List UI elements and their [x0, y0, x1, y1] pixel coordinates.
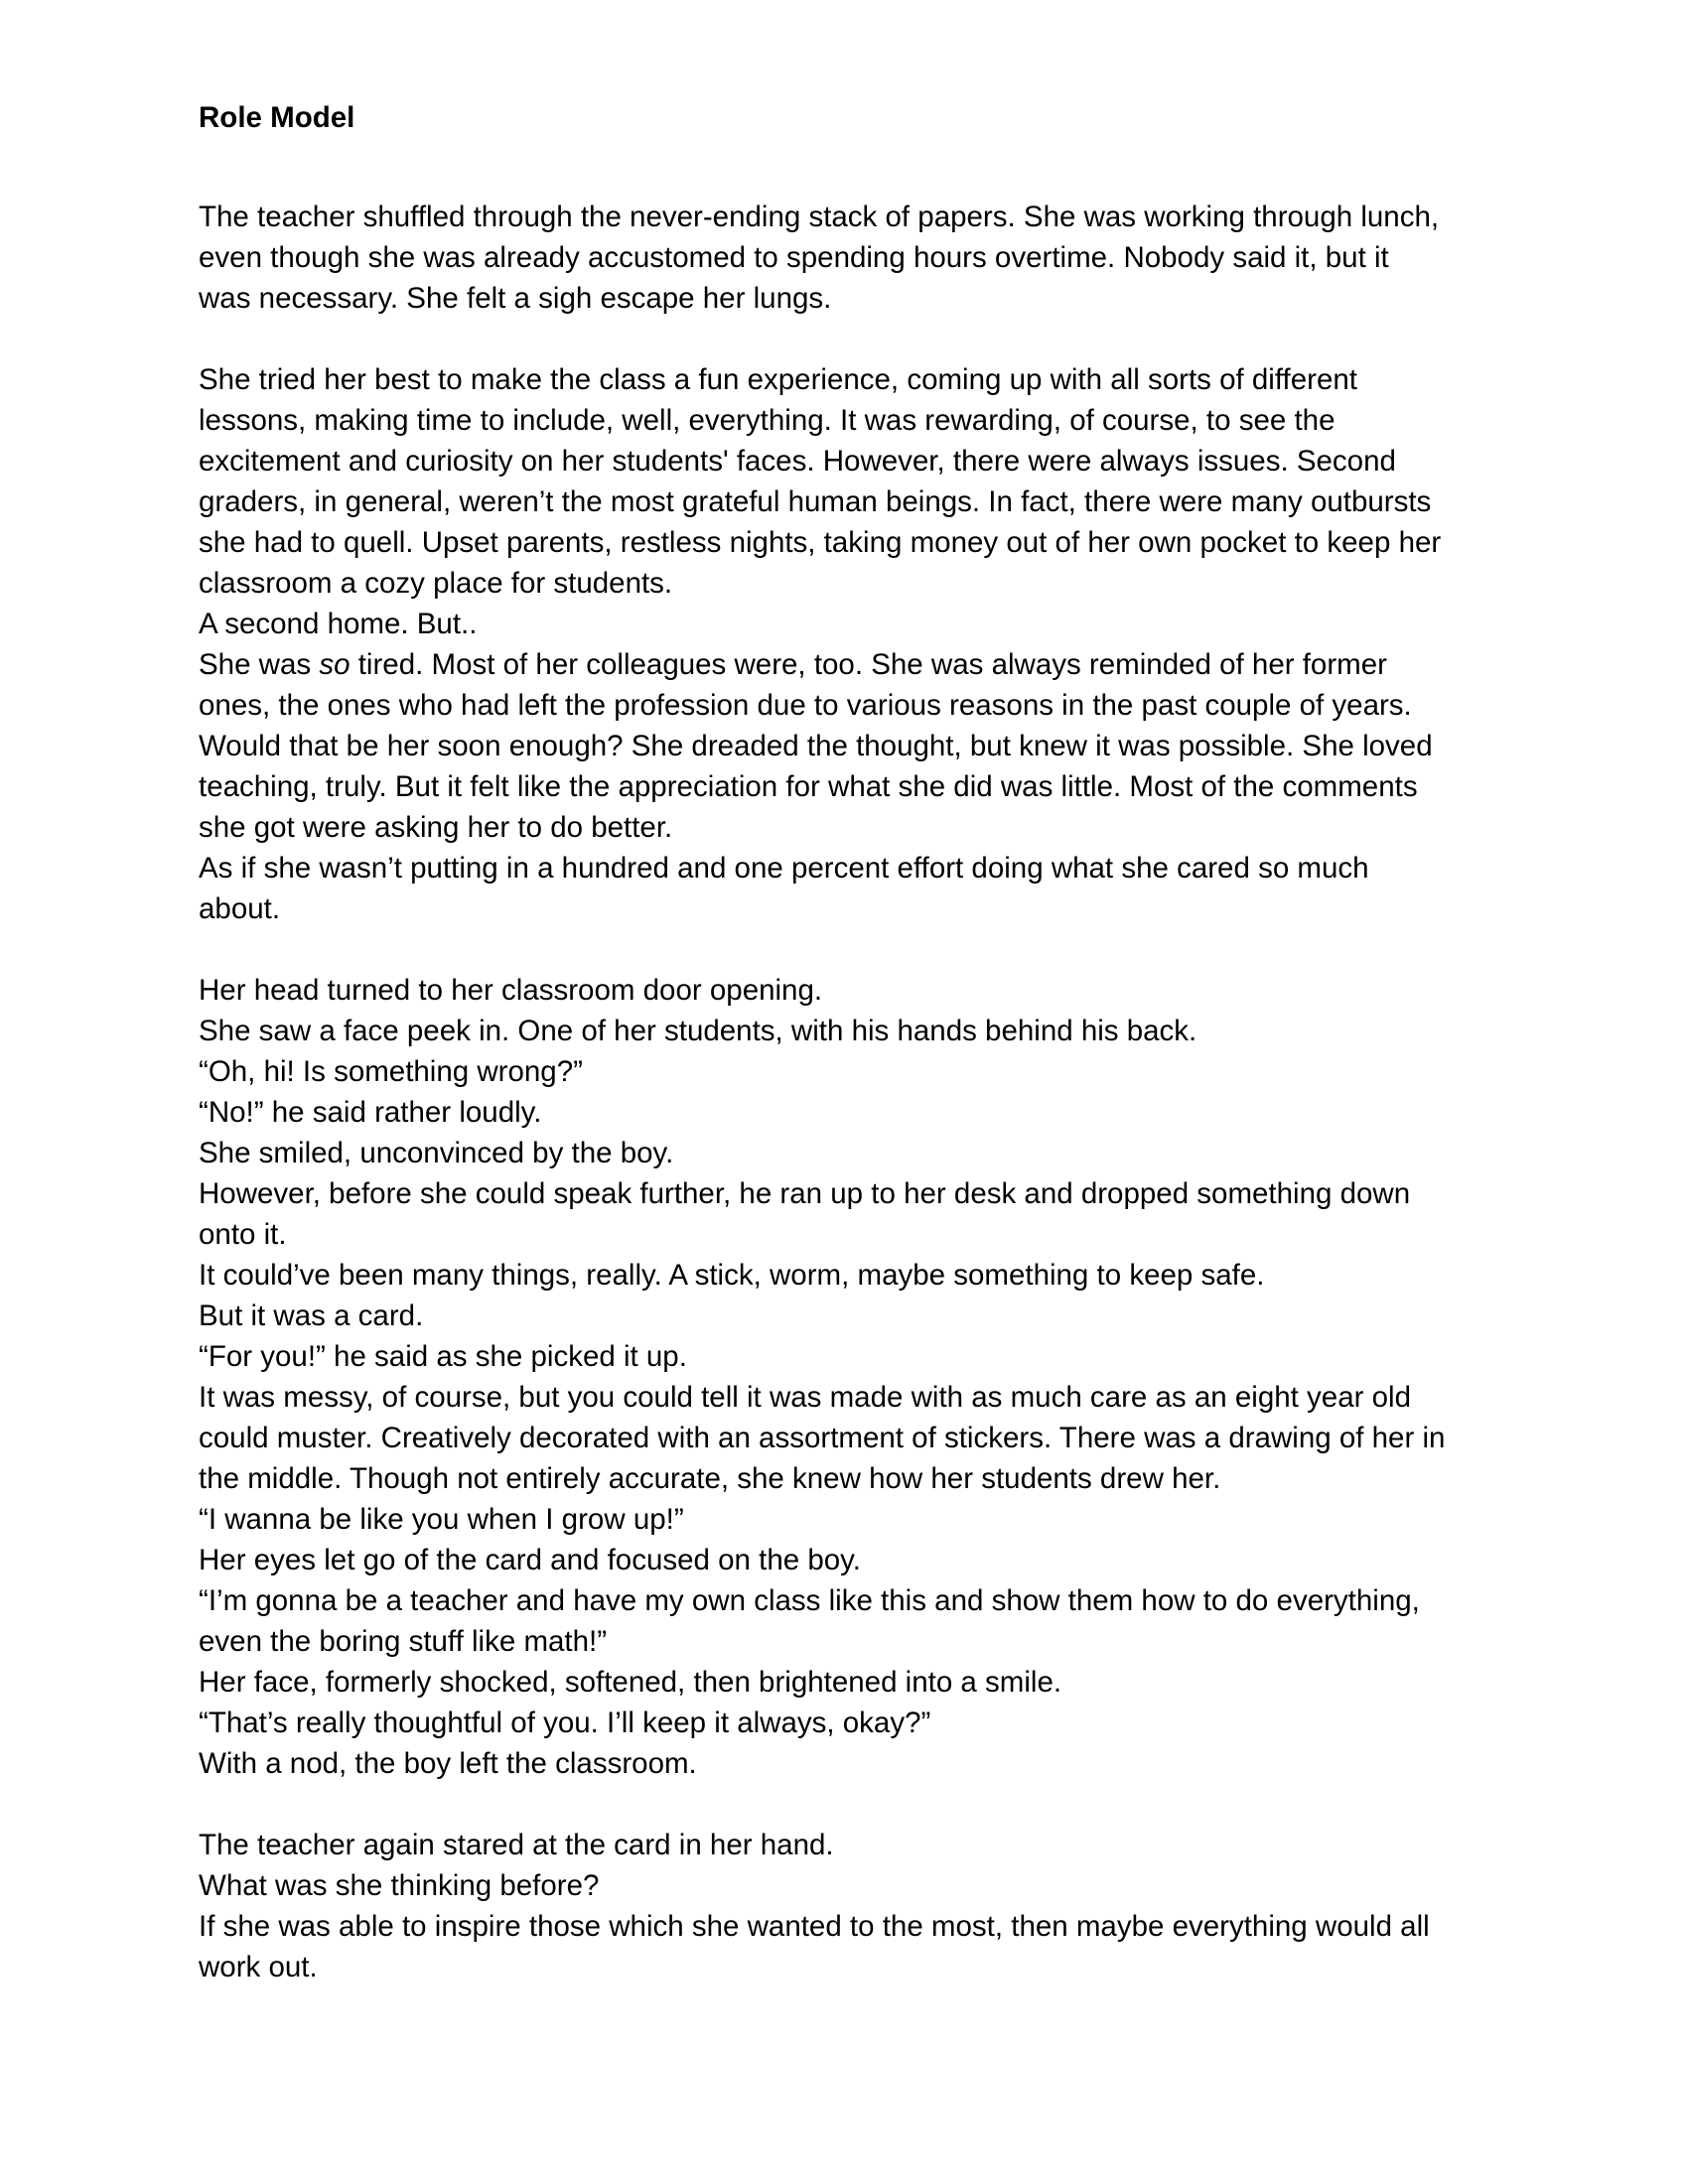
text-run: tired. Most of her colleagues were, too. She was always reminded of her former [350, 648, 1387, 681]
text-line: A second home. But.. [199, 608, 478, 640]
text-line: Would that be her soon enough? She dreaded the thought, but knew it was possible. She loved [199, 730, 1433, 762]
text-line: With a nod, the boy left the classroom. [199, 1747, 697, 1780]
document-body [199, 197, 1509, 1987]
text-line: However, before she could speak further, he ran up to her desk and dropped something down [199, 1177, 1411, 1210]
text-line: The teacher shuffled through the never-ending stack of papers. She was working through lunch, [199, 201, 1440, 233]
text-line: She smiled, unconvinced by the boy. [199, 1137, 674, 1169]
text-line: If she was able to inspire those which she wanted to the most, then maybe everything would all [199, 1910, 1430, 1943]
paragraph-break [199, 929, 1509, 970]
text-line: lessons, making time to include, well, everything. It was rewarding, of course, to see the [199, 404, 1336, 437]
text-line: “I wanna be like you when I grow up!” [199, 1503, 684, 1536]
text-line: What was she thinking before? [199, 1869, 600, 1902]
text-line: work out. [199, 1951, 318, 1983]
text-line: ones, the ones who had left the profession due to various reasons in the past couple of years. [199, 689, 1412, 722]
emphasized-word: so [319, 648, 351, 681]
text-line: It could’ve been many things, really. A stick, worm, maybe something to keep safe. [199, 1259, 1265, 1292]
text-line: “I’m gonna be a teacher and have my own class like this and show them how to do everything, [199, 1584, 1420, 1617]
text-line: The teacher again stared at the card in her hand. [199, 1829, 834, 1861]
text-line: onto it. [199, 1218, 287, 1251]
text-line: “Oh, hi! Is something wrong?” [199, 1055, 583, 1088]
paragraph-break [199, 319, 1509, 359]
text-line: even though she was already accustomed to spending hours overtime. Nobody said it, but it [199, 241, 1389, 274]
text-line: She tried her best to make the class a fun experience, coming up with all sorts of different [199, 363, 1357, 396]
text-line: She saw a face peek in. One of her students, with his hands behind his back. [199, 1015, 1197, 1047]
text-line: even the boring stuff like math!” [199, 1625, 608, 1658]
text-line: It was messy, of course, but you could tell it was made with as much care as an eight year old [199, 1381, 1411, 1414]
title-spacer [199, 138, 1509, 197]
text-line: “No!” he said rather loudly. [199, 1096, 542, 1129]
text-line: she got were asking her to do better. [199, 811, 673, 844]
text-line: teaching, truly. But it felt like the appreciation for what she did was little. Most of the comments [199, 770, 1418, 803]
text-line [199, 644, 1509, 685]
document-page [199, 97, 1509, 1987]
text-line: graders, in general, weren’t the most grateful human beings. In fact, there were many outbursts [199, 485, 1432, 518]
paragraph-break [199, 1784, 1509, 1825]
text-line: classroom a cozy place for students. [199, 567, 673, 600]
text-line: the middle. Though not entirely accurate, she knew how her students drew her. [199, 1462, 1221, 1495]
text-line: could muster. Creatively decorated with an assortment of stickers. There was a drawing of her in [199, 1422, 1446, 1454]
text-line: about. [199, 892, 281, 925]
text-line: Her eyes let go of the card and focused on the boy. [199, 1544, 861, 1576]
text-line: “For you!” he said as she picked it up. [199, 1340, 687, 1373]
document-title: Role Model [199, 101, 355, 134]
text-line: Her face, formerly shocked, softened, then brightened into a smile. [199, 1666, 1062, 1699]
text-line: But it was a card. [199, 1299, 424, 1332]
text-run: She was [199, 648, 320, 681]
text-line: Her head turned to her classroom door opening. [199, 974, 823, 1007]
text-line: she had to quell. Upset parents, restless nights, taking money out of her own pocket to keep her [199, 526, 1442, 559]
text-line: was necessary. She felt a sigh escape her lungs. [199, 282, 832, 315]
text-line: excitement and curiosity on her students' faces. However, there were always issues. Second [199, 445, 1396, 478]
text-line: “That’s really thoughtful of you. I’ll keep it always, okay?” [199, 1706, 931, 1739]
text-line: As if she wasn’t putting in a hundred and one percent effort doing what she cared so much [199, 852, 1369, 885]
